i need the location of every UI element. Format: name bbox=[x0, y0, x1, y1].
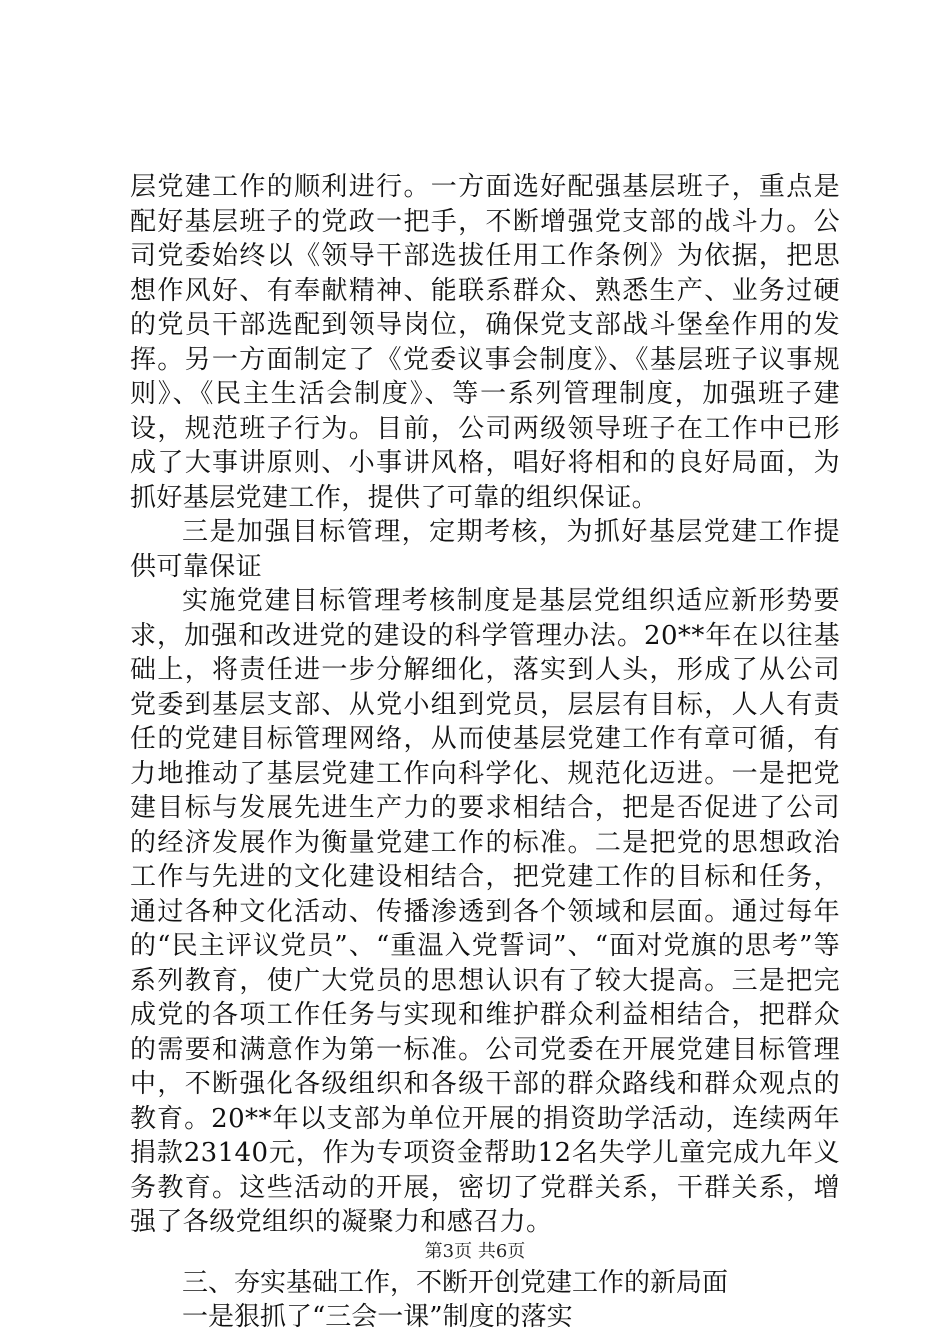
document-body bbox=[130, 170, 840, 1335]
page-number-footer: 第3页 共6页 bbox=[424, 1241, 526, 1262]
section-subheading-1: 一是狠抓了“三会一课”制度的落实 bbox=[182, 1302, 573, 1332]
section-subheading-3: 三是加强目标管理，定期考核，为抓好基层党建工作提供可靠保证 bbox=[130, 517, 840, 582]
paragraph-continued: 层党建工作的顺利进行。一方面选好配强基层班子，重点是配好基层班子的党政一把手，不断增强党支部的战斗力。公司党委始终以《领导干部选拔任用工作条例》为依据，把思想作风好、有奉献精神、能联系群众、熟悉生产、业务过硬的党员干部选配到领导岗位，确保党支部战斗堡垒作用的发挥。另一方面制定了《党委议事会制度》、《基层班子议事规则》、《民主生活会制度》、等一系列管理制度，加强班子建设，规范班子行为。目前，公司两级领导班子在工作中已形成了大事讲原则、小事讲风格，唱好将相和的良好局面，为抓好基层党建工作，提供了可靠的组织保证。 bbox=[130, 172, 840, 513]
section-heading-3: 三、夯实基础工作，不断开创党建工作的新局面 bbox=[182, 1267, 729, 1298]
paragraph-target-management: 实施党建目标管理考核制度是基层党组织适应新形势要求，加强和改进党的建设的科学管理办法。20**年在以往基础上，将责任进一步分解细化，落实到人头，形成了从公司党委到基层支部、从党小组到党员，层层有目标，人人有责任的党建目标管理网络，从而使基层党建工作有章可循，有力地推动了基层党建工作向科学化、规范化迈进。一是把党建目标与发展先进生产力的要求相结合，把是否促进了公司的经济发展作为衡量党建工作的标准。二是把党的思想政治工作与先进的文化建设相结合，把党建工作的目标和任务，通过各种文化活动、传播渗透到各个领域和层面。通过每年的“民主评议党员”、“重温入党誓词”、“面对党旗的思考”等系列教育，使广大党员的思想认识有了较大提高。三是把完成党的各项工作任务与实现和维护群众利益相结合，把群众的需要和满意作为第一标准。公司党委在开展党建目标管理中，不断强化各级组织和各级干部的群众路线和群众观点的教育。20**年以支部为单位开展的捐资助学活动，连续两年捐款23140元，作为专项资金帮助12名失学儿童完成九年义务教育。这些活动的开展，密切了党群关系，干群关系，增强了各级党组织的凝聚力和感召力。 bbox=[130, 586, 840, 1237]
